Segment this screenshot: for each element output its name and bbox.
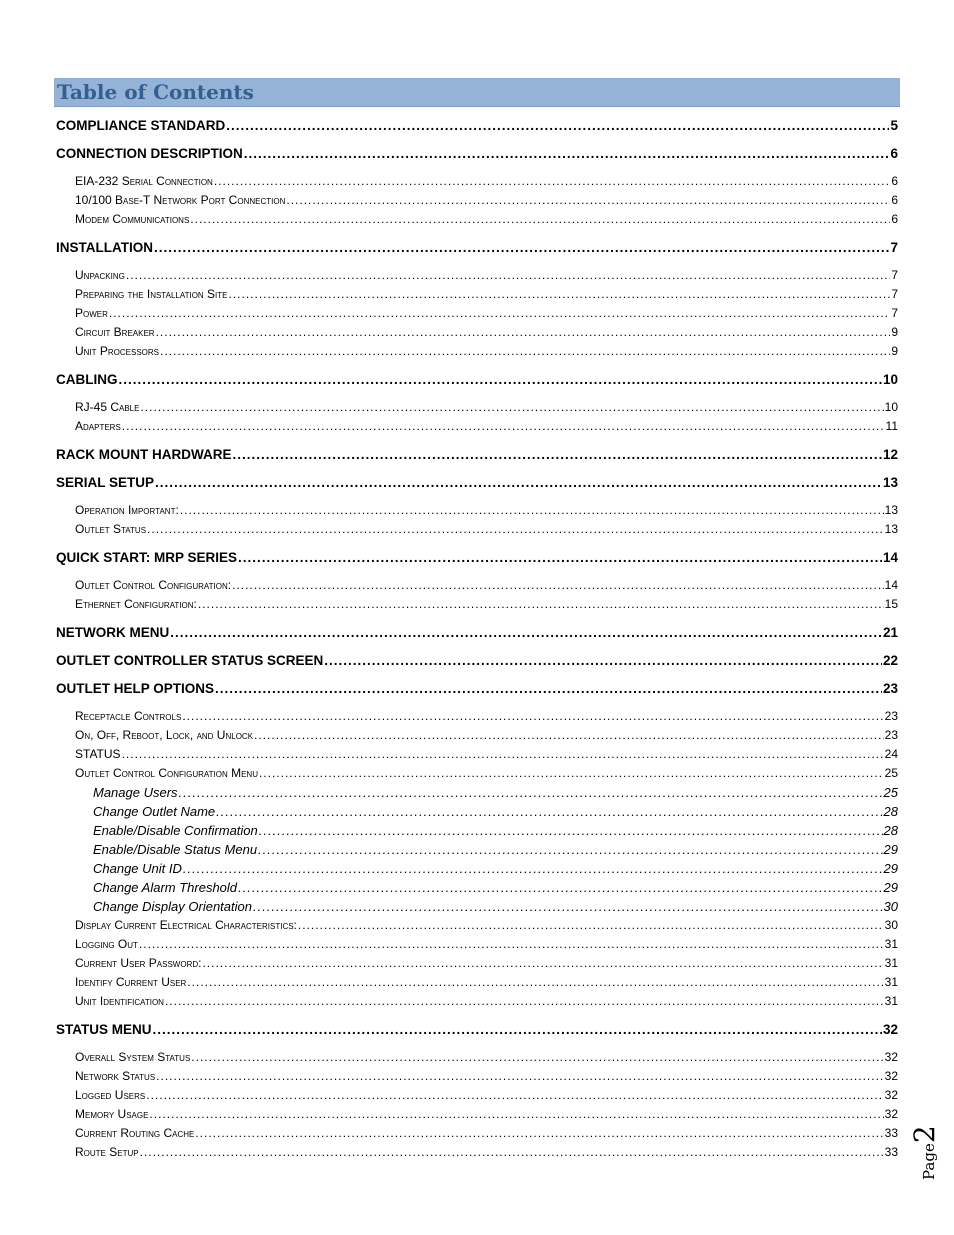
toc-section-entry[interactable] (56, 679, 898, 698)
toc-subsection-entry[interactable] (56, 954, 898, 973)
toc-subsubsection-entry[interactable] (56, 859, 898, 878)
toc-entry-page: 14 (884, 578, 898, 592)
dot-leader (122, 417, 885, 436)
toc-subsection-entry[interactable] (56, 398, 898, 417)
toc-entry-title: Outlet Control Configuration Menu (75, 766, 258, 780)
toc-entry-title: Unit Identification (75, 994, 164, 1008)
toc-entry-title: SERIAL SETUP (56, 475, 155, 490)
toc-entry-title: On, Off, Reboot, Lock, and Unlock (75, 728, 254, 742)
toc-entry-page: 31 (884, 956, 898, 970)
dot-leader (286, 191, 890, 210)
toc-subsubsection-entry[interactable] (56, 840, 898, 859)
dot-leader (187, 973, 883, 992)
toc-entry-page: 9 (891, 344, 898, 358)
toc-entry-page: 24 (884, 747, 898, 761)
dot-leader (228, 285, 890, 304)
toc-subsection-group (56, 172, 898, 229)
dot-leader (165, 992, 884, 1011)
toc-entry-page: 7 (891, 268, 898, 282)
toc-subsection-entry[interactable] (56, 973, 898, 992)
toc-entry-page: 13 (884, 522, 898, 536)
toc-entry-title: OUTLET CONTROLLER STATUS SCREEN (56, 653, 324, 668)
dot-leader (155, 473, 882, 492)
toc-entry-title: Modem Communications (75, 212, 190, 226)
toc-subsection-entry[interactable] (56, 501, 898, 520)
dot-leader (244, 144, 890, 163)
toc-subsection-entry[interactable] (56, 1067, 898, 1086)
dot-leader (190, 210, 890, 229)
toc-entry-title: Route Setup (75, 1145, 139, 1159)
toc-entry-page: 15 (884, 597, 898, 611)
toc-entry-title: OUTLET HELP OPTIONS (56, 681, 215, 696)
toc-entry-title: Current User Password: (75, 956, 202, 970)
toc-subsubsection-entry[interactable] (56, 897, 898, 916)
toc-entry-title: STATUS MENU (56, 1022, 152, 1037)
toc-entry-title: COMPLIANCE STANDARD (56, 118, 226, 133)
toc-subsubsection-entry[interactable] (56, 821, 898, 840)
toc-entry-title: EIA-232 Serial Connection (75, 174, 213, 188)
dot-leader (233, 445, 882, 464)
dot-leader (140, 398, 883, 417)
toc-subsection-group (56, 707, 898, 1011)
toc-subsection-group (56, 398, 898, 436)
toc-entry-page: 31 (884, 975, 898, 989)
toc-entry-title: CONNECTION DESCRIPTION (56, 146, 243, 161)
toc-entry-title: Power (75, 306, 108, 320)
dot-leader (259, 764, 884, 783)
toc-subsection-entry[interactable] (56, 1143, 898, 1162)
toc-entry-title: QUICK START: MRP SERIES (56, 550, 238, 565)
toc-entry-page: 30 (884, 918, 898, 932)
dot-leader (198, 595, 884, 614)
toc-list (56, 116, 898, 1162)
toc-subsection-entry[interactable] (56, 1124, 898, 1143)
toc-entry-page: 6 (891, 174, 898, 188)
toc-subsection-entry[interactable] (56, 935, 898, 954)
toc-subsection-entry[interactable] (56, 417, 898, 436)
toc-entry-title: Outlet Control Configuration: (75, 578, 232, 592)
toc-subsection-entry[interactable] (56, 916, 898, 935)
dot-leader (253, 897, 883, 916)
toc-entry-page: 29 (883, 880, 898, 895)
toc-subsection-entry[interactable] (56, 764, 898, 783)
dot-leader (146, 1086, 883, 1105)
toc-entry-page: 6 (890, 146, 898, 161)
toc-entry-page: 12 (882, 447, 898, 462)
toc-entry-page: 23 (882, 681, 898, 696)
toc-entry-page: 25 (883, 785, 898, 800)
dot-leader (149, 1105, 883, 1124)
toc-subsection-entry[interactable] (56, 266, 898, 285)
dot-leader (183, 859, 883, 878)
toc-entry-page: 13 (884, 503, 898, 517)
page-number-footer (908, 1110, 948, 1180)
toc-subsection-entry[interactable] (56, 1105, 898, 1124)
toc-header-bar (54, 78, 900, 107)
toc-subsection-entry[interactable] (56, 304, 898, 323)
toc-entry-page: 32 (882, 1022, 898, 1037)
toc-entry-title: Unit Processors (75, 344, 160, 358)
toc-entry-title: Manage Users (93, 785, 178, 800)
toc-entry-title: Memory Usage (75, 1107, 149, 1121)
toc-entry-title: STATUS (75, 747, 121, 761)
toc-entry-title: Adapters (75, 419, 121, 433)
toc-entry-page: 29 (883, 861, 898, 876)
toc-entry-page: 10 (884, 400, 898, 414)
dot-leader (160, 342, 890, 361)
toc-subsection-group (56, 501, 898, 539)
toc-entry-title: Logged Users (75, 1088, 146, 1102)
toc-entry-title: Unpacking (75, 268, 125, 282)
toc-entry-page: 21 (882, 625, 898, 640)
dot-leader (156, 1067, 883, 1086)
toc-entry-page: 32 (884, 1069, 898, 1083)
toc-entry-page: 32 (884, 1107, 898, 1121)
dot-leader (232, 576, 884, 595)
dot-leader (238, 878, 882, 897)
dot-leader (126, 266, 890, 285)
dot-leader (238, 548, 882, 567)
toc-section-entry[interactable] (56, 1020, 898, 1039)
toc-entry-title: Change Display Orientation (93, 899, 252, 914)
dot-leader (259, 821, 883, 840)
toc-entry-title: Receptacle Controls (75, 709, 182, 723)
toc-entry-title: NETWORK MENU (56, 625, 170, 640)
toc-subsection-entry[interactable] (56, 595, 898, 614)
dot-leader (119, 370, 882, 389)
toc-entry-page: 7 (891, 287, 898, 301)
dot-leader (156, 323, 891, 342)
dot-leader (180, 501, 884, 520)
toc-section-entry[interactable] (56, 651, 898, 670)
toc-entry-page: 6 (891, 193, 898, 207)
toc-entry-page: 11 (885, 419, 898, 433)
dot-leader (153, 1020, 882, 1039)
toc-entry-title: Identify Current User (75, 975, 187, 989)
toc-entry-title: Enable/Disable Confirmation (93, 823, 258, 838)
toc-entry-title: Circuit Breaker (75, 325, 155, 339)
toc-section-entry[interactable] (56, 144, 898, 163)
toc-subsection-entry[interactable] (56, 342, 898, 361)
toc-entry-page: 23 (884, 728, 898, 742)
dot-leader (170, 623, 882, 642)
toc-entry-page: 28 (883, 804, 898, 819)
toc-entry-title: Outlet Status (75, 522, 147, 536)
toc-section-entry[interactable] (56, 445, 898, 464)
toc-entry-title: Display Current Electrical Characteristics: (75, 918, 297, 932)
dot-leader (226, 116, 889, 135)
toc-subsection-entry[interactable] (56, 992, 898, 1011)
toc-subsection-group (56, 576, 898, 614)
toc-subsection-group (56, 1048, 898, 1162)
dot-leader (258, 840, 882, 859)
toc-entry-page: 14 (882, 550, 898, 565)
toc-entry-title: Operation Important: (75, 503, 179, 517)
toc-section-entry[interactable] (56, 623, 898, 642)
dot-leader (179, 783, 883, 802)
toc-section-entry[interactable] (56, 238, 898, 257)
toc-entry-title: INSTALLATION (56, 240, 153, 255)
dot-leader (191, 1048, 883, 1067)
toc-entry-page: 33 (884, 1145, 898, 1159)
toc-subsection-entry[interactable] (56, 1048, 898, 1067)
toc-section-entry[interactable] (56, 473, 898, 492)
toc-entry-page: 10 (882, 372, 898, 387)
dot-leader (147, 520, 884, 539)
toc-subsubsection-entry[interactable] (56, 802, 898, 821)
toc-subsection-entry[interactable] (56, 707, 898, 726)
toc-title: Table of Contents (57, 80, 254, 104)
dot-leader (298, 916, 884, 935)
dot-leader (139, 935, 884, 954)
dot-leader (182, 707, 883, 726)
toc-entry-title: Current Routing Cache (75, 1126, 195, 1140)
toc-entry-title: Ethernet Configuration: (75, 597, 197, 611)
toc-entry-title: Overall System Status (75, 1050, 191, 1064)
toc-entry-page: 23 (884, 709, 898, 723)
toc-entry-page: 30 (883, 899, 898, 914)
dot-leader (215, 679, 882, 698)
toc-section-entry[interactable] (56, 370, 898, 389)
toc-entry-page: 28 (883, 823, 898, 838)
toc-section-entry[interactable] (56, 116, 898, 135)
toc-entry-title: Logging Out (75, 937, 138, 951)
toc-entry-title: RJ-45 Cable (75, 400, 140, 414)
toc-subsection-entry[interactable] (56, 576, 898, 595)
toc-section-entry[interactable] (56, 548, 898, 567)
page-label: Page (920, 1143, 938, 1180)
toc-subsection-entry[interactable] (56, 285, 898, 304)
page-number: 2 (908, 1125, 941, 1144)
toc-subsection-entry[interactable] (56, 191, 898, 210)
toc-entry-page: 9 (891, 325, 898, 339)
toc-entry-title: CABLING (56, 372, 118, 387)
toc-entry-page: 13 (882, 475, 898, 490)
dot-leader (154, 238, 889, 257)
toc-subsection-entry[interactable] (56, 210, 898, 229)
toc-subsection-entry[interactable] (56, 520, 898, 539)
toc-entry-title: Enable/Disable Status Menu (93, 842, 258, 857)
toc-subsubsection-entry[interactable] (56, 878, 898, 897)
toc-entry-title: Change Unit ID (93, 861, 182, 876)
toc-entry-title: Change Alarm Threshold (93, 880, 238, 895)
dot-leader (254, 726, 884, 745)
toc-entry-page: 31 (884, 994, 898, 1008)
toc-subsection-group (56, 266, 898, 361)
dot-leader (214, 172, 890, 191)
dot-leader (140, 1143, 884, 1162)
toc-entry-title: Preparing the Installation Site (75, 287, 228, 301)
toc-entry-page: 22 (882, 653, 898, 668)
toc-entry-page: 25 (884, 766, 898, 780)
toc-entry-title: Change Outlet Name (93, 804, 216, 819)
toc-entry-title: 10/100 Base-T Network Port Connection (75, 193, 286, 207)
toc-entry-page: 7 (891, 306, 898, 320)
toc-entry-page: 33 (884, 1126, 898, 1140)
dot-leader (324, 651, 882, 670)
toc-entry-page: 29 (883, 842, 898, 857)
toc-entry-page: 32 (884, 1088, 898, 1102)
dot-leader (195, 1124, 883, 1143)
dot-leader (122, 745, 884, 764)
toc-entry-title: Network Status (75, 1069, 156, 1083)
toc-subsection-entry[interactable] (56, 323, 898, 342)
toc-subsection-entry[interactable] (56, 1086, 898, 1105)
toc-entry-page: 31 (884, 937, 898, 951)
dot-leader (216, 802, 882, 821)
toc-subsection-entry[interactable] (56, 726, 898, 745)
dot-leader (202, 954, 883, 973)
toc-subsubsection-entry[interactable] (56, 783, 898, 802)
toc-subsection-entry[interactable] (56, 172, 898, 191)
toc-entry-page: 32 (884, 1050, 898, 1064)
toc-entry-page: 6 (891, 212, 898, 226)
toc-entry-title: RACK MOUNT HARDWARE (56, 447, 232, 462)
toc-subsection-entry[interactable] (56, 745, 898, 764)
dot-leader (109, 304, 890, 323)
toc-entry-page: 7 (890, 240, 898, 255)
toc-entry-page: 5 (890, 118, 898, 133)
